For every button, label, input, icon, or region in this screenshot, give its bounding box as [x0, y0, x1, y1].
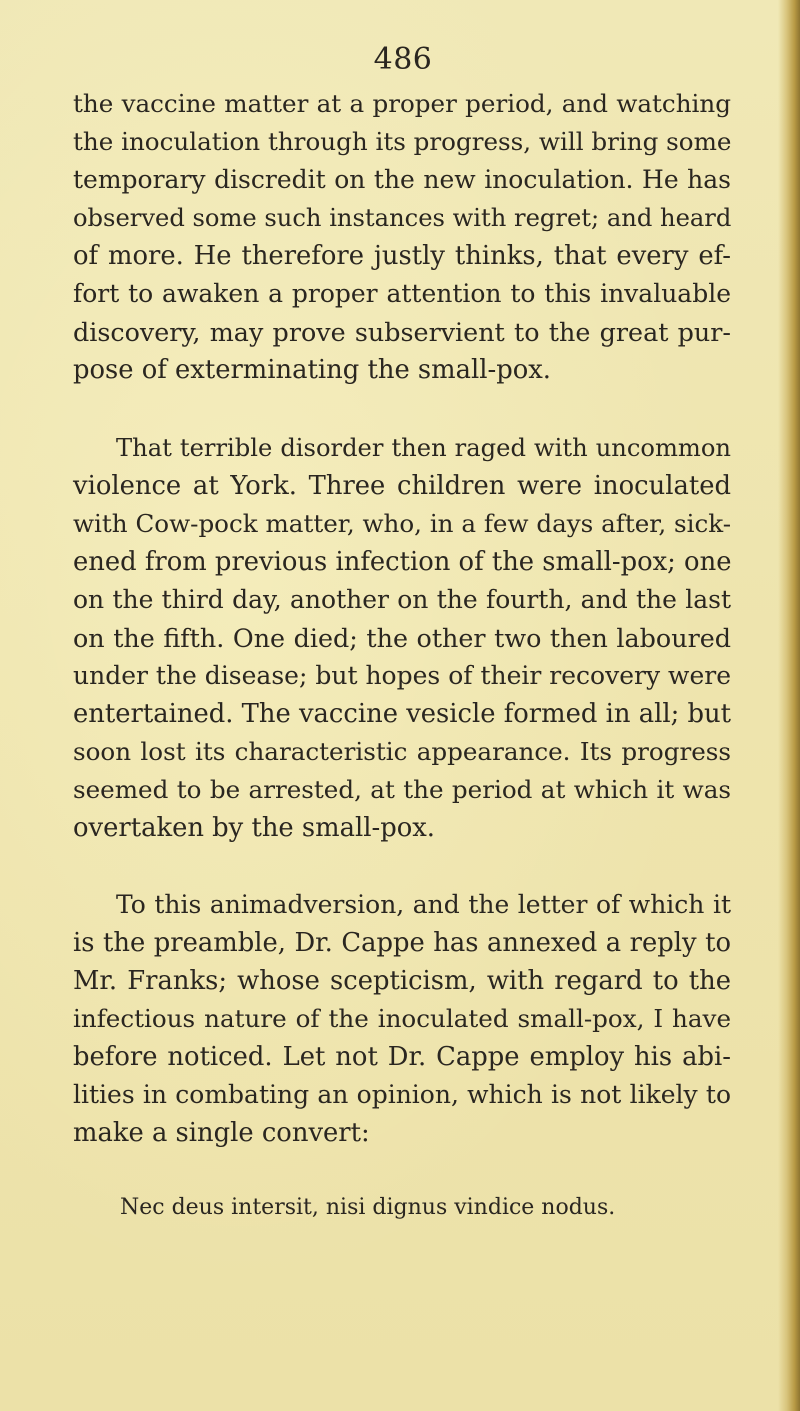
text-line: is the preamble, Dr. Cappe has annexed a reply to [73, 928, 731, 958]
text-line: under the disease; but hopes of their recovery were [73, 661, 731, 690]
page-number: 486 [373, 42, 433, 77]
text-line: To this animadversion, and the letter of which it [116, 890, 731, 919]
text-line: lities in combating an opinion, which is not likely to [73, 1080, 731, 1109]
text-line: before noticed. Let not Dr. Cappe employ his abi- [73, 1042, 731, 1072]
text-line: make a single convert: [73, 1118, 370, 1148]
text-line: the inoculation through its progress, will bring some [73, 127, 732, 156]
text-line: That terrible disorder then raged with uncommon [116, 434, 731, 462]
text-line: ened from previous infection of the small-pox; one [73, 547, 732, 577]
text-line: the vaccine matter at a proper period, and watching [73, 89, 731, 118]
text-line: pose of exterminating the small-pox. [73, 355, 551, 385]
text-line: seemed to be arrested, at the period at which it was [73, 775, 731, 804]
latin-quotation: Nec deus intersit, nisi dignus vindice nodus. [120, 1195, 616, 1220]
text-line: entertained. The vaccine vesicle formed in all; but [73, 699, 731, 729]
text-line: with Cow-pock matter, who, in a few days after, sick- [73, 509, 732, 538]
text-line: observed some such instances with regret; and heard [73, 204, 732, 232]
text-line: temporary discredit on the new inoculation. He has [73, 165, 731, 194]
text-line: on the fifth. One died; the other two then laboured [73, 623, 731, 653]
text-line: fort to awaken a proper attention to this invaluable [73, 279, 731, 308]
text-line: of more. He therefore justly thinks, that every ef- [73, 241, 731, 271]
text-line: violence at York. Three children were inoculated [73, 471, 731, 501]
text-line: Mr. Franks; whose scepticism, with regard to the [73, 966, 731, 996]
text-line: overtaken by the small-pox. [73, 813, 435, 843]
text-line: discovery, may prove subservient to the great pur- [73, 317, 731, 347]
text-line: soon lost its characteristic appearance. Its progress [73, 737, 731, 766]
page-edge [778, 0, 800, 1411]
text-line: on the third day, another on the fourth, and the last [73, 585, 731, 614]
text-line: infectious nature of the inoculated small-pox, I have [73, 1004, 731, 1033]
